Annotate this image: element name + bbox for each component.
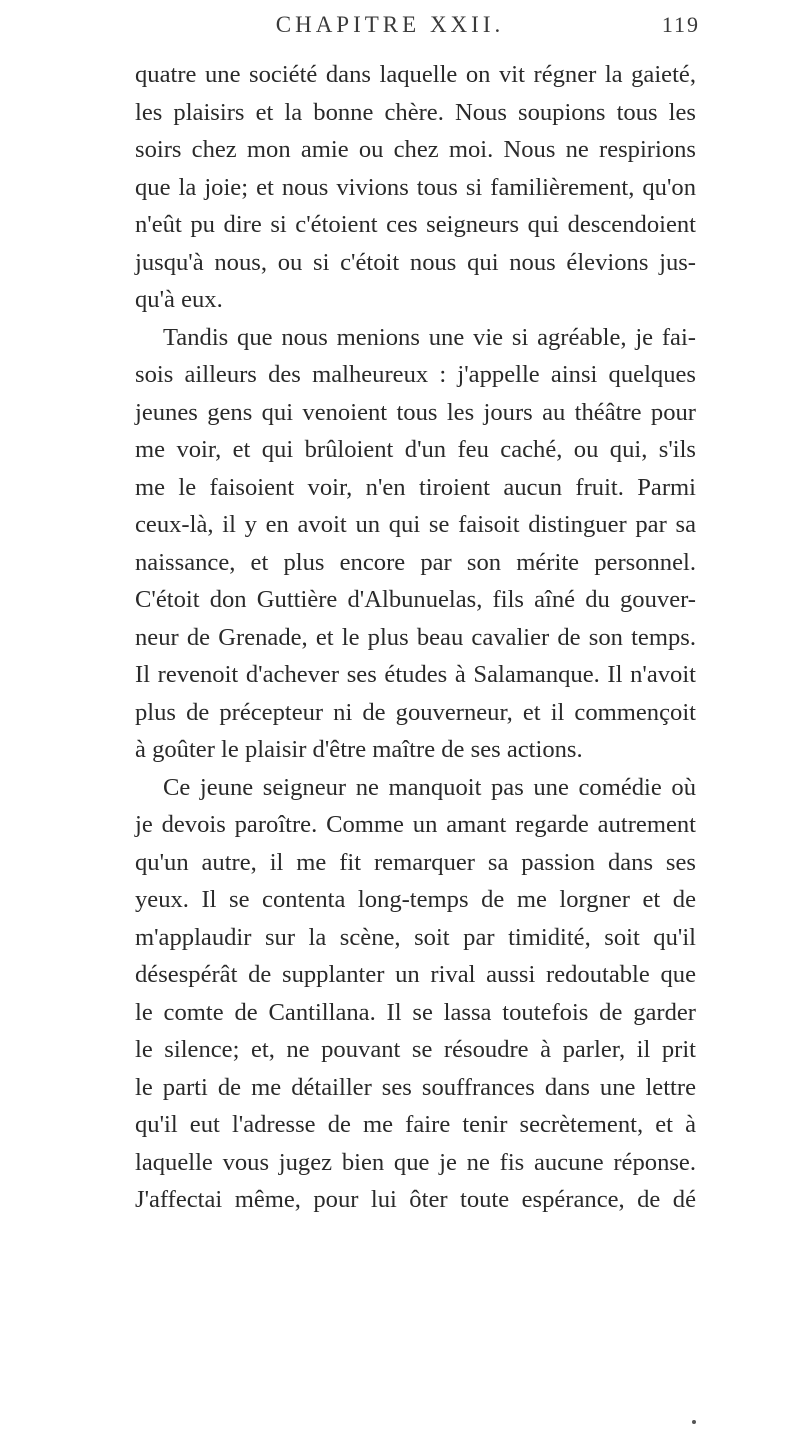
text-line: jusqu'à nous, ou si c'étoit nous qui nous élevions jus- [135,248,696,276]
text-line: n'eût pu dire si c'étoient ces seigneurs qui descendoient [135,211,696,238]
text-line: le comte de Cantillana. Il se lassa toutefois de garder [135,998,696,1026]
text-line: qu'il eut l'adresse de me faire tenir secrètement, et à [135,1111,696,1138]
text-line: neur de Grenade, et le plus beau cavalier de son temps. [135,623,696,651]
running-head [140,12,700,52]
text-line: à goûter le plaisir d'être maître de ses actions. [135,736,583,763]
text-line: désespérât de supplanter un rival aussi redoutable que [135,961,696,988]
text-line: que la joie; et nous vivions tous si familièrement, qu'on [135,173,696,201]
text-line: Tandis que nous menions une vie si agréable, je fai- [163,323,696,351]
text-line: m'applaudir sur la scène, soit par timidité, soit qu'il [135,923,696,951]
body-text [135,56,696,1219]
text-line: je devois paroître. Comme un amant regarde autrement [135,811,696,838]
text-line: yeux. Il se contenta long-temps de me lorgner et de [135,886,696,913]
text-line: Il revenoit d'achever ses études à Salamanque. Il n'avoit [135,661,696,688]
text-line: jeunes gens qui venoient tous les jours au théâtre pour [135,398,696,426]
text-line: qu'un autre, il me fit remarquer sa passion dans ses [135,848,696,876]
ink-speck [692,1420,696,1424]
text-line: le parti de me détailler ses souffrances dans une lettre [135,1073,696,1101]
text-line: C'étoit don Guttière d'Albunuelas, fils aîné du gouver- [135,586,696,613]
page-number: 119 [661,12,700,37]
chapter-heading: CHAPITRE XXII. [275,12,505,37]
text-line: quatre une société dans laquelle on vit régner la gaieté, [135,61,696,88]
text-line: les plaisirs et la bonne chère. Nous soupions tous les [135,98,696,126]
text-line: Ce jeune seigneur ne manquoit pas une comédie où [163,773,696,801]
text-line: me voir, et qui brûloient d'un feu caché, ou qui, s'ils [135,436,696,463]
text-line: laquelle vous jugez bien que je ne fis aucune réponse. [135,1148,696,1176]
text-line: me le faisoient voir, n'en tiroient aucun fruit. Parmi [135,473,696,501]
text-line: sois ailleurs des malheureux : j'appelle ainsi quelques [135,361,696,388]
text-line: naissance, et plus encore par son mérite personnel. [135,548,696,576]
text-line: qu'à eux. [135,286,223,313]
text-line: J'affectai même, pour lui ôter toute espérance, de dé [135,1186,696,1213]
text-line: ceux-là, il y en avoit un qui se faisoit distinguer par sa [135,511,696,538]
text-line: le silence; et, ne pouvant se résoudre à parler, il prit [135,1036,696,1063]
text-line: soirs chez mon amie ou chez moi. Nous ne respirions [135,136,696,163]
text-line: plus de précepteur ni de gouverneur, et il commençoit [135,698,696,726]
